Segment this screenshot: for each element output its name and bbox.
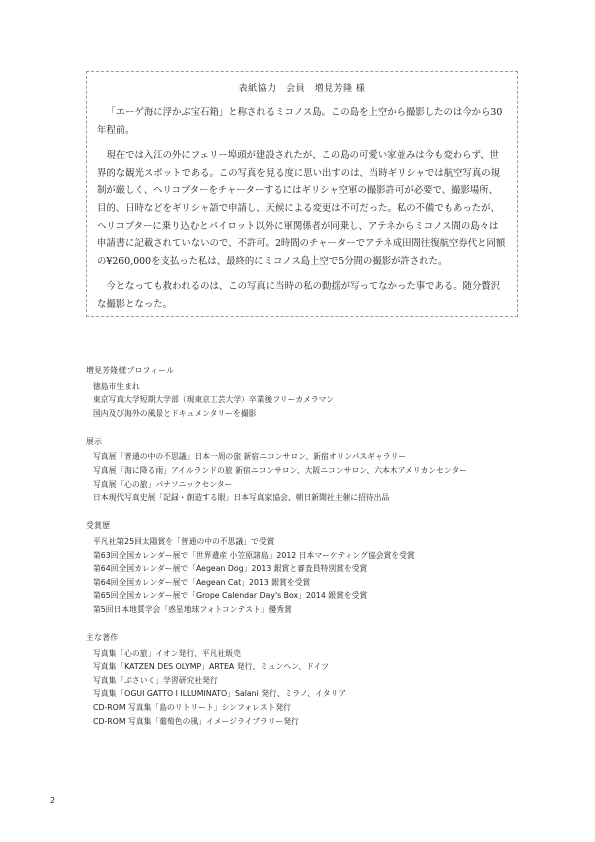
list-item: 写真集「ぶさいく」学習研究社発行 (93, 675, 218, 685)
list-item: 国内及び海外の風景とドキュメンタリーを撮影 (93, 408, 257, 418)
page-number: 2 (50, 796, 56, 805)
section-heading-exhibitions: 展示 (86, 436, 103, 446)
section-heading-works: 主な著作 (86, 633, 119, 642)
list-item: 徳島市生まれ (93, 381, 140, 391)
list-item: 写真集「OGUI GATTO I ILLUMINATO」Salani 発行、ミラノ、イタリア (93, 689, 347, 699)
section-awards (86, 519, 526, 616)
list-item: 第64回全国カレンダー展で「Aegean Cat」2013 銀賞を受賞 (93, 577, 311, 587)
list-item: 第63回全国カレンダー展で「世界遺産 小笠原諸島」2012 日本マーケティング協会賞を受賞 (93, 550, 415, 560)
list-item: 第65回全国カレンダー展で「Grope Calendar Day's Box」2014 銀賞を受賞 (93, 591, 368, 601)
list-item: 写真展「普通の中の不思議」日本一周の旅 新宿ニコンサロン、新宿オリンパスギャラリー (93, 452, 407, 462)
list-item: 日本現代写真史展「記録・創造する眼」日本写真家協会、朝日新聞社主催に招待出品 (93, 493, 390, 503)
list-item: 第5回日本地質学会「惑星地球フォトコンテスト」優秀賞 (93, 604, 292, 614)
list-item: 写真集「心の旅」イオン発行、平凡社販売 (93, 648, 241, 658)
section-profile (86, 364, 526, 420)
section-works (86, 631, 526, 728)
section-exhibitions (86, 435, 526, 505)
essay-paragraph-2: 現在では入江の外にフェリー埠頭が建設されたが、この島の可愛い家並みは今も変わらず、世界的な観光スポットである。この写真を見る度に思い出すのは、当時ギリシャでは航空写真の規制が厳しく、ヘリコプターをチャーターするにはギリシャ空軍の撮影許可が必要で、撮影場所、目的、日時などをギリシャ語で申請し、天候による変更は不可だった。私の不備でもあったが、ヘリコプターに乗り込むとパイロット以外に軍関係者が同乗し、アテネからミコノス間の島々は申請書に記載されていないので、不許可。2時間のチャーターでアテネ成田間往復航空券代と同額の¥260,000を支払った私は、最終的にミコノス島上空で5分間の撮影が許された。 (97, 150, 506, 267)
section-heading-awards: 受賞歴 (86, 521, 111, 531)
list-item: 第64回全国カレンダー展で「Aegean Dog」2013 銀賞と審査員特別賞を受賞 (93, 564, 368, 574)
essay-title: 表紙協力 会員 増見芳隆 様 (238, 84, 366, 94)
list-item: 平凡社第25回太陽賞を「普通の中の不思議」で受賞 (93, 536, 275, 546)
essay-paragraph-1: 「エーゲ海に浮かぶ宝石箱」と称されるミコノス島。この島を上空から撮影したのは今から30年程前。 (97, 107, 503, 136)
profile-section (86, 364, 526, 743)
list-item: 東京写真大学短期大学部（現東京工芸大学）卒業後フリーカメラマン (93, 395, 335, 405)
list-item: 写真展「海に降る雨」アイルランドの旅 新宿ニコンサロン、大阪ニコンサロン、六本木アメリカンセンター (93, 466, 467, 476)
list-item: CD-ROM 写真集「葡萄色の風」イメージライブラリー発行 (93, 716, 299, 726)
section-heading-profile: 増見芳隆様プロフィール (86, 366, 175, 375)
list-item: 写真展「心の旅」パナソニックセンター (93, 479, 233, 489)
essay-box (86, 71, 518, 317)
list-item: CD-ROM 写真集「島のリトリート」シンフォレスト発行 (93, 702, 291, 712)
list-item: 写真集「KATZEN DES OLYMP」ARTEA 発行、ミュンヘン、ドイツ (93, 662, 330, 672)
essay-paragraph-3: 今となっても救われるのは、この写真に当時の私の動揺が写ってなかった事である。随分贅沢な撮影となった。 (97, 281, 501, 310)
